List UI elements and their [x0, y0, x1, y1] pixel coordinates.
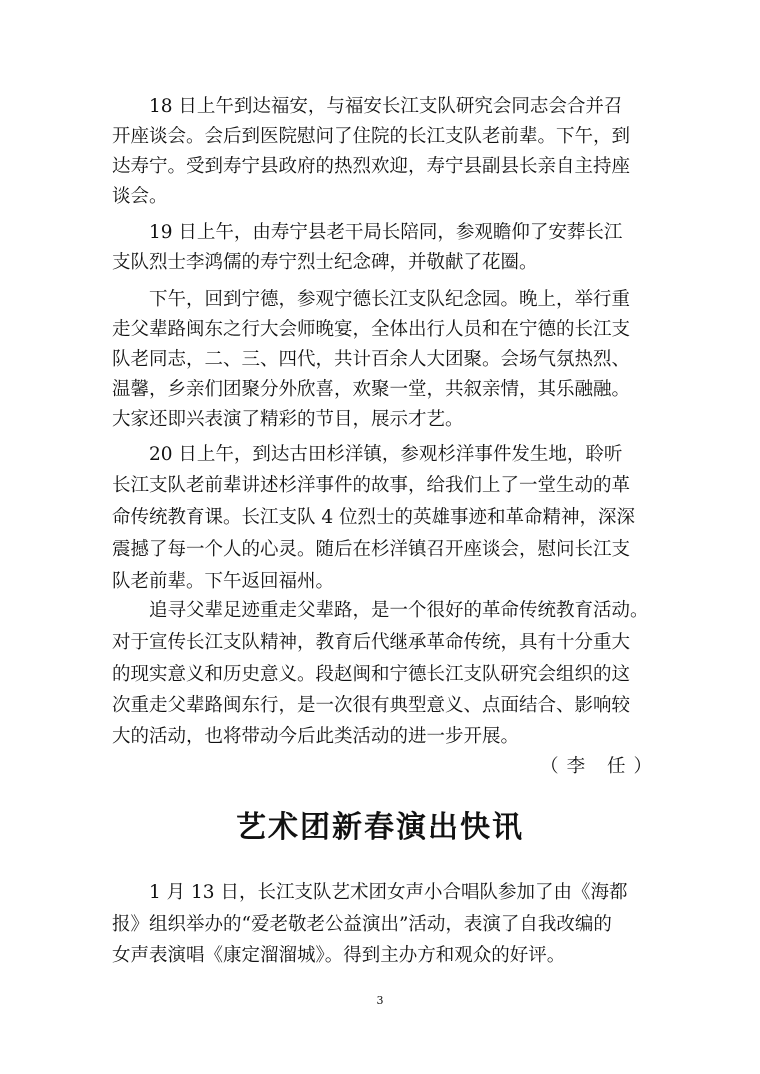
article-line: 开座谈会。会后到医院慰问了住院的长江支队老前辈。下午，到	[112, 126, 631, 147]
article-line: 20 日上午，到达古田杉洋镇，参观杉洋事件发生地，聆听	[112, 444, 623, 465]
article-line: 走父辈路闽东之行大会师晚宴，全体出行人员和在宁德的长江支	[112, 319, 631, 340]
article-line: 19 日上午，由寿宁县老干局长陪同，参观瞻仰了安葬长江	[112, 222, 623, 243]
news-line: 女声表演唱《康定溜溜城》。得到主办方和观众的好评。	[112, 945, 566, 966]
article-line: 支队烈士李鸿儒的寿宁烈士纪念碑，并敬献了花圈。	[112, 252, 538, 273]
article-line: 达寿宁。受到寿宁县政府的热烈欢迎，寿宁县副县长亲自主持座	[112, 156, 631, 177]
article-line: 追寻父辈足迹重走父辈路，是一个很好的革命传统教育活动。	[112, 600, 649, 621]
article-line: 震撼了每一个人的心灵。随后在杉洋镇召开座谈会，慰问长江支	[112, 539, 631, 560]
news-line: 报》组织举办的“爱老敬老公益演出”活动，表演了自我改编的	[112, 914, 612, 935]
article-line: 次重走父辈路闽东行，是一次很有典型意义、点面结合、影响较	[112, 695, 631, 716]
article-line: 队老同志，二、三、四代，共计百余人大团聚。会场气氛热烈、	[112, 349, 631, 370]
article-line: 下午，回到宁德，参观宁德长江支队纪念园。晚上，举行重	[112, 289, 631, 310]
article-line: 18 日上午到达福安，与福安长江支队研究会同志会合并召	[112, 96, 623, 117]
article-line: 长江支队老前辈讲述杉洋事件的故事，给我们上了一堂生动的革	[112, 475, 631, 496]
article-line: 对于宣传长江支队精神，教育后代继承革命传统，具有十分重大	[112, 632, 631, 653]
article-line: 命传统教育课。长江支队 4 位烈士的英雄事迹和革命精神，深深	[112, 507, 636, 528]
article-line: 谈会。	[112, 186, 168, 207]
article-line: 的现实意义和历史意义。段赵闽和宁德长江支队研究会组织的这	[112, 664, 631, 685]
article-line: 队老前辈。下午返回福州。	[112, 571, 335, 592]
news-line: 1 月 13 日，长江支队艺术团女声小合唱队参加了由《海都	[112, 882, 628, 903]
section-title: 艺术团新春演出快讯	[236, 810, 524, 845]
page-number: 3	[376, 994, 384, 1007]
article-line: 大的活动，也将带动今后此类活动的进一步开展。	[112, 726, 520, 747]
article-line: 大家还即兴表演了精彩的节目，展示才艺。	[112, 409, 464, 430]
article-line: 温馨，乡亲们团聚分外欣喜，欢聚一堂，共叙亲情，其乐融融。	[112, 379, 631, 400]
author-signature: （李 任）	[540, 756, 660, 777]
